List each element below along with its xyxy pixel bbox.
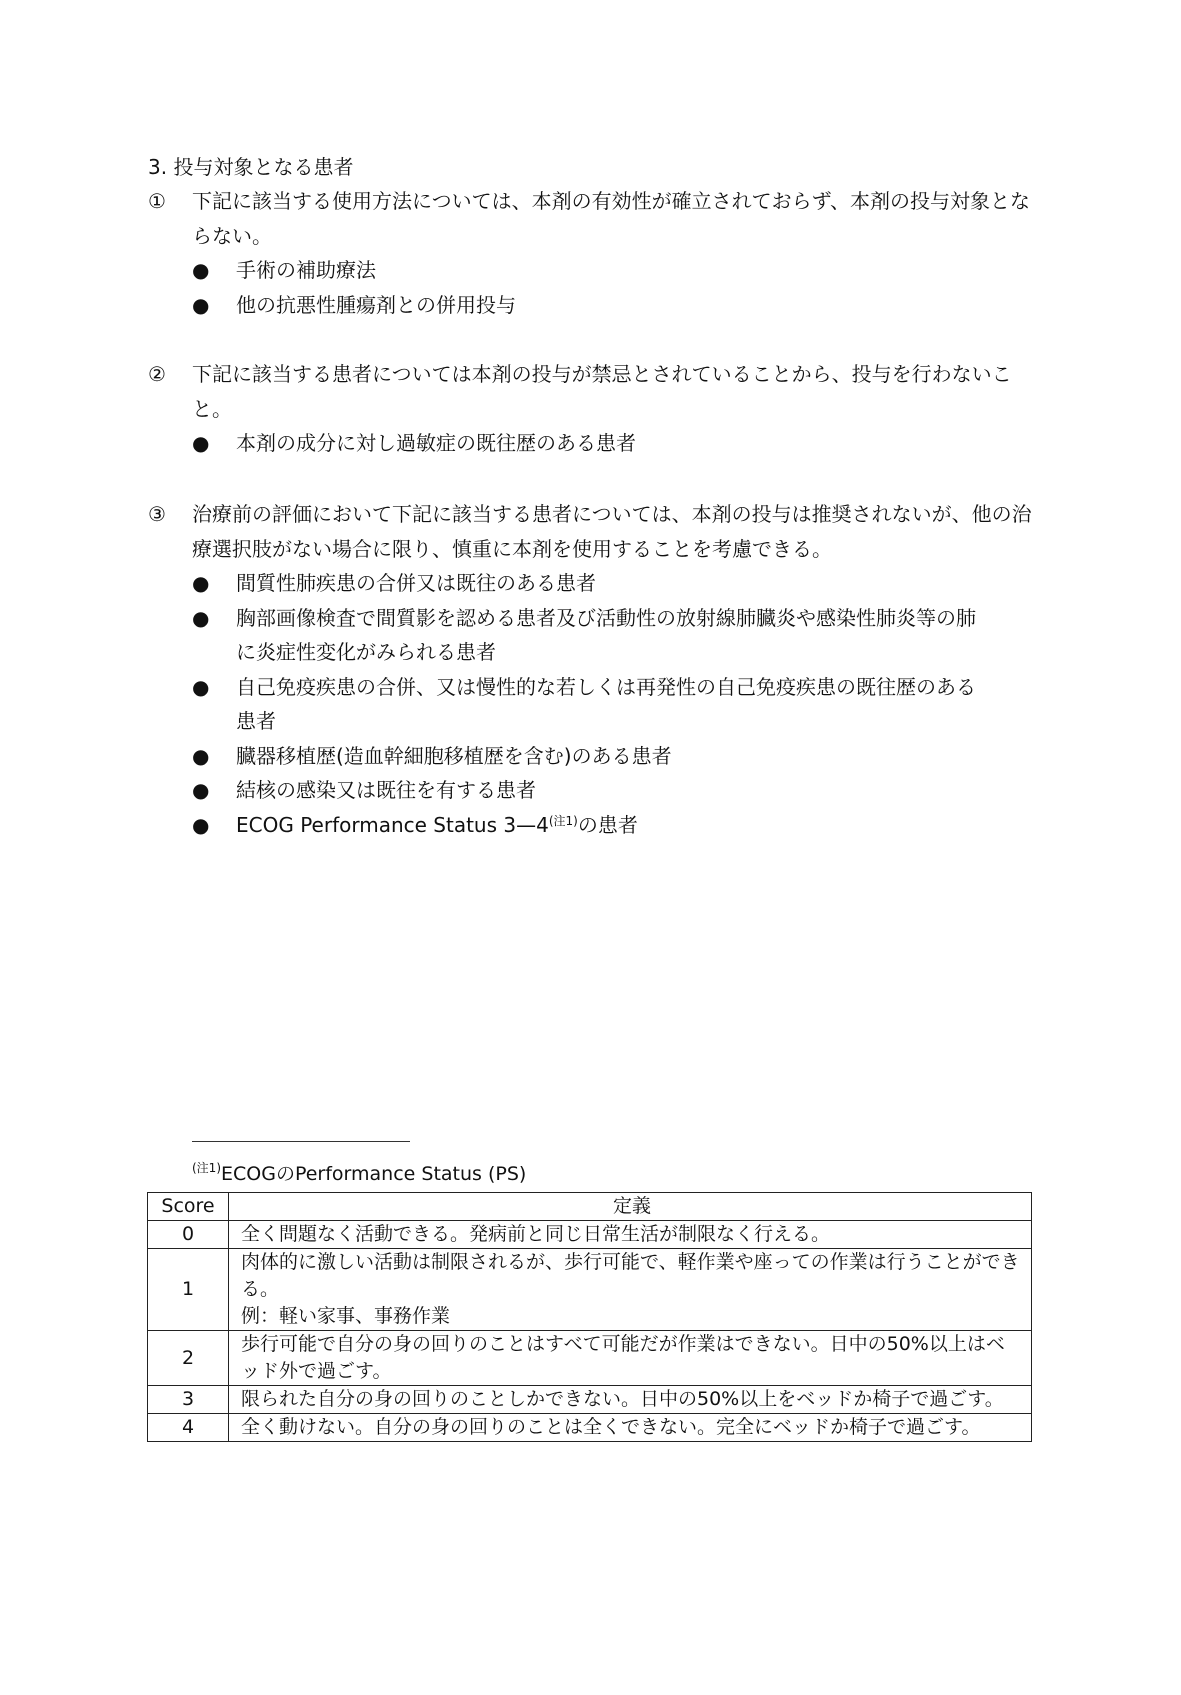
table-row	[148, 1249, 1032, 1331]
section-marker: ③	[148, 502, 166, 526]
list-item: ● 自己免疫疾患の合併、又は慢性的な若しくは再発性の自己免疫疾患の既往歴のある患者	[148, 670, 1032, 739]
footnote-separator	[192, 1141, 410, 1142]
list-item: ● 胸部画像検査で間質影を認める患者及び活動性の放射線肺臓炎や感染性肺炎等の肺に炎症性変化がみられる患者	[148, 601, 1032, 670]
bullet-icon: ●	[192, 674, 210, 699]
section-text: 下記に該当する使用方法については、本剤の有効性が確立されておらず、本剤の投与対象とならない。	[192, 189, 1030, 248]
bullet-icon: ●	[192, 743, 210, 768]
bullet-icon: ●	[192, 292, 210, 317]
footnote-title: $^{(注1)}$ECOGのPerformance Status (PS)	[192, 1161, 527, 1185]
score-cell: 0	[148, 1221, 229, 1249]
section-text: 治療前の評価において下記に該当する患者については、本剤の投与は推奨されないが、他の治療選択肢がない場合に限り、慎重に本剤を使用することを考慮できる。	[192, 502, 1032, 561]
score-cell: 4	[148, 1414, 229, 1442]
score-cell: 1	[148, 1249, 229, 1331]
header-definition: 定義	[229, 1193, 1032, 1221]
bullet-icon: ●	[192, 431, 210, 455]
table-row	[148, 1386, 1032, 1414]
bullet-icon: ●	[192, 778, 210, 802]
bullet-list	[148, 426, 1032, 461]
table-row	[148, 1221, 1032, 1249]
table-row	[148, 1331, 1032, 1386]
bullet-list	[148, 253, 1032, 322]
bullet-icon: ●	[192, 605, 210, 630]
list-item: ● 臓器移植歴(造血幹細胞移植歴を含む)のある患者	[148, 739, 1032, 774]
score-cell: 3	[148, 1386, 229, 1414]
definition-cell: 全く動けない。自分の身の回りのことは全くできない。完全にベッドか椅子で過ごす。	[229, 1414, 1032, 1442]
definition-cell: 肉体的に激しい活動は制限されるが、歩行可能で、軽作業や座っての作業は行うことができる。 例：軽い家事、事務作業	[229, 1249, 1032, 1331]
bullet-icon: ●	[192, 258, 210, 282]
section-heading: 3. 投与対象となる患者	[148, 155, 354, 179]
table-header-row	[148, 1193, 1032, 1221]
section-marker: ①	[148, 189, 166, 213]
definition-cell: 歩行可能で自分の身の回りのことはすべて可能だが作業はできない。日中の50%以上はベッド外で過ごす。	[229, 1331, 1032, 1386]
section-1	[148, 184, 1032, 322]
list-item: ● 本剤の成分に対し過敏症の既往歴のある患者	[148, 426, 1032, 461]
ecog-bullet-text: ECOG Performance Status $3—4^{(注1)}$の患者	[236, 812, 638, 837]
score-cell: 2	[148, 1331, 229, 1386]
section-marker: ②	[148, 362, 166, 386]
list-item: ● 手術の補助療法	[148, 253, 1032, 288]
list-item: ● 間質性肺疾患の合併又は既往のある患者	[148, 566, 1032, 601]
bullet-icon: ●	[192, 812, 210, 837]
footnote-marker: (注1)	[192, 1161, 221, 1175]
bullet-list	[148, 566, 1032, 842]
section-text: 下記に該当する患者については本剤の投与が禁忌とされていることから、投与を行わないこと。	[192, 362, 1012, 421]
definition-cell: 全く問題なく活動できる。発病前と同じ日常生活が制限なく行える。	[229, 1221, 1032, 1249]
section-3	[148, 497, 1032, 842]
list-item: ● 他の抗悪性腫瘍剤との併用投与	[148, 288, 1032, 323]
bullet-icon: ●	[192, 571, 210, 595]
ecog-performance-status-table	[147, 1192, 1032, 1442]
definition-cell: 限られた自分の身の回りのことしかできない。日中の50%以上をベッドか椅子で過ごす。	[229, 1386, 1032, 1414]
table-row	[148, 1414, 1032, 1442]
footnote-reference: (注1)	[548, 813, 578, 828]
header-score: Score	[148, 1193, 229, 1221]
section-2	[148, 357, 1032, 461]
list-item	[148, 808, 1032, 843]
list-item: ● 結核の感染又は既往を有する患者	[148, 773, 1032, 808]
